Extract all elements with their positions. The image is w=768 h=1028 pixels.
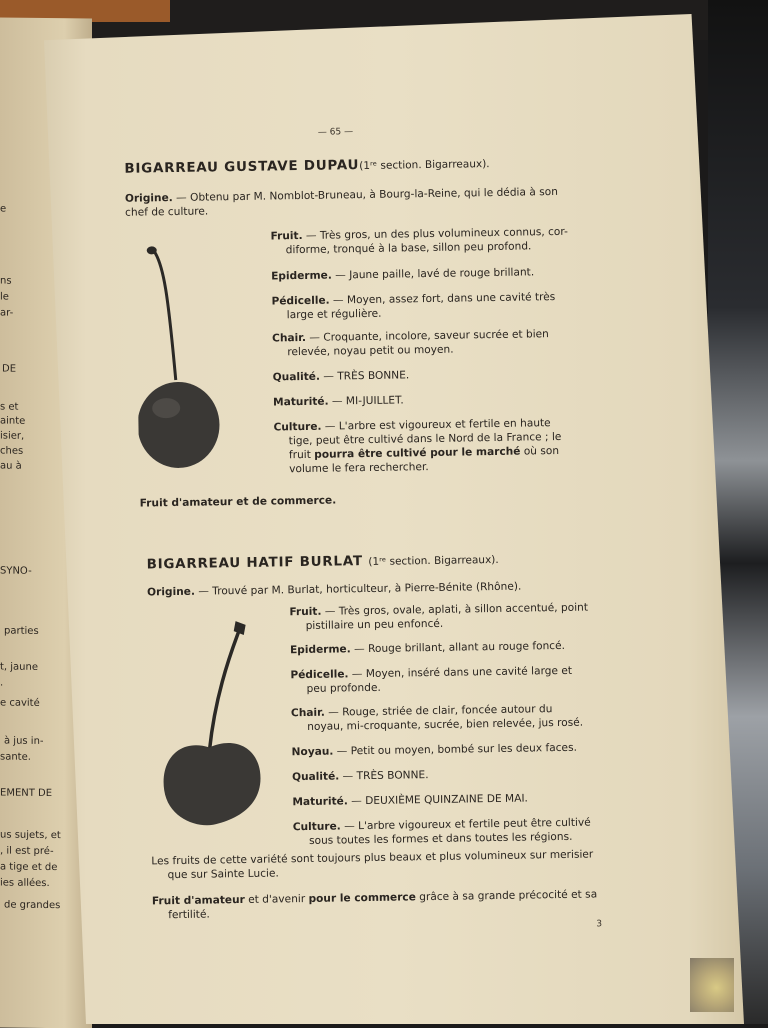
note-text: et d'avenir [244,892,309,906]
fruit-text: — Très gros, ovale, aplati, à sillon accentué, point [321,601,589,618]
page-number: — 65 — [317,127,354,138]
pedicelle-line [271,290,555,308]
culture-continuation: sous toutes les formes et dans toutes les régions. [308,830,573,847]
variety-title [124,157,489,177]
epiderme-label: Epiderme. [289,643,351,657]
chair-continuation: relevée, noyau petit ou moyen. [287,343,454,359]
pedicelle-label: Pédicelle. [271,294,330,308]
cherry-fruit [137,381,220,468]
left-page-fragment: de grandes [4,899,61,912]
qualite-line [273,368,410,384]
left-page-fragment: le [0,291,9,303]
pedicelle-continuation: peu profonde. [306,681,381,695]
left-page-fragment: e [0,203,7,215]
noyau-line [292,741,578,759]
culture-text: où son [520,444,560,458]
left-page-fragment: ainte [0,415,26,427]
remark-continuation: que sur Sainte Lucie. [167,867,279,882]
cherry-stem [152,248,176,380]
left-page-fragment: , il est pré- [0,845,54,858]
chair-label: Chair. [290,706,325,720]
qualite-text: — TRÈS BONNE. [319,369,410,383]
left-page-fragment: au à [0,460,22,472]
origin-text: — Trouvé par M. Burlat, horticulteur, à Pierre-Bénite (Rhône). [194,580,522,598]
maturite-line [273,393,404,409]
left-page-fragment: à jus in- [4,735,44,747]
origin-text: — Obtenu par M. Nomblot-Bruneau, à Bourg-la-Reine, qui le dédia à son [172,185,558,204]
qualite-label: Qualité. [291,770,340,784]
variety-note: Fruit d'amateur et de commerce. [139,494,337,510]
fruit-text: — Très gros, un des plus volumineux connus, cor- [302,225,568,242]
left-page-fragment: t, jaune [0,661,39,673]
variety-section: (1ʳᵉ section. Bigarreaux). [359,158,490,173]
left-page-fragment: ar- [0,307,14,319]
culture-label: Culture. [292,820,341,834]
page-content [44,3,760,1024]
left-page-fragment: ies allées. [0,877,50,890]
fruit-label: Fruit. [270,229,303,243]
left-page-fragment: s et [0,401,19,413]
fruit-continuation: pistillaire un peu enfoncé. [305,617,444,632]
origin-label: Origine. [124,192,173,205]
culture-text: fruit [288,448,315,462]
maturite-text: — MI-JUILLET. [328,394,404,408]
culture-label: Culture. [273,420,322,434]
culture-continuation: tige, peut être cultivé dans le Nord de la France ; le [288,430,562,448]
pedicelle-text: — Moyen, assez fort, dans une cavité très [329,291,556,307]
origin-label: Origine. [147,585,196,599]
culture-text: — L'arbre est vigoureux et fertile en haute [321,417,551,433]
qualite-text: — TRÈS BONNE. [339,769,429,783]
left-page-fragment: EMENT DE [0,787,53,800]
left-page-fragment: us sujets, et [0,829,61,842]
epiderme-line [290,639,565,657]
epiderme-text: — Rouge brillant, allant au rouge foncé. [350,639,566,656]
maturite-line [292,791,528,809]
pedicelle-label: Pédicelle. [290,668,349,682]
signature-mark: 3 [596,919,603,930]
left-page-fragment: parties [4,625,39,637]
noyau-text: — Petit ou moyen, bombé sur les deux faces. [333,741,578,758]
left-page-fragment: isier, [0,430,25,442]
maturite-text: — DEUXIÈME QUINZAINE DE MAI. [347,792,528,808]
chair-text: — Rouge, striée de clair, foncée autour du [324,703,553,719]
culture-continuation: volume le fera rechercher. [289,461,429,476]
note-emphasis: pour le commerce [308,891,416,905]
chair-continuation: noyau, mi-croquante, sucrée, bien relevée, jus rosé. [307,716,584,733]
noyau-label: Noyau. [291,745,334,759]
left-page-fragment: a tige et de [0,861,58,874]
origin-line [147,580,521,600]
left-page-fragment: e cavité [0,697,40,709]
culture-text: — L'arbre vigoureux et fertile peut être cultivé [340,816,591,833]
epiderme-label: Epiderme. [271,269,332,283]
note-text: grâce à sa grande précocité et sa [415,888,598,904]
cherry-stem [208,629,242,749]
stem-tip [234,621,246,635]
qualite-line [292,768,429,784]
epiderme-text: — Jaune paille, lavé de rouge brillant. [331,266,535,282]
variety-name: BIGARREAU GUSTAVE DUPAU [124,158,360,177]
left-page-fragment: SYNO- [0,565,32,577]
pedicelle-continuation: large et régulière. [286,307,382,322]
chair-label: Chair. [272,331,307,345]
note-emphasis: Fruit d'amateur [151,893,245,908]
chair-text: — Croquante, incolore, saveur sucrée et bien [305,328,549,344]
left-page-fragment: sante. [0,751,31,763]
maturite-label: Maturité. [292,795,348,809]
qualite-label: Qualité. [272,370,321,384]
variety-title [147,553,499,573]
variety-section: (1ʳᵉ section. Bigarreaux). [368,553,499,568]
left-page-fragment: ches [0,445,24,457]
pedicelle-text: — Moyen, inséré dans une cavité large et [348,664,573,681]
remark-line: Les fruits de cette variété sont toujours plus beaux et plus volumineux sur merisier [151,848,594,868]
left-page-fragment: . [0,677,4,689]
epiderme-line [271,265,534,283]
culture-emphasis: pourra être cultivé pour le marché [314,445,521,461]
pedicelle-line [290,664,572,682]
fruit-label: Fruit. [289,605,322,619]
fruit-continuation: diforme, tronqué à la base, sillon peu profond. [285,240,532,257]
corner-thumbnail [690,958,734,1012]
cherry-fruit [163,743,261,826]
cherry-illustration [158,619,271,841]
note-continuation: fertilité. [168,908,210,922]
maturite-label: Maturité. [273,395,329,409]
left-page-fragment: DE [2,363,17,375]
cherry-illustration [136,239,240,481]
left-page-fragment: ns [0,275,12,287]
origin-line [125,185,558,206]
variety-note [152,887,597,908]
variety-name: BIGARREAU HATIF BURLAT [146,554,364,573]
origin-continuation: chef de culture. [125,205,209,219]
